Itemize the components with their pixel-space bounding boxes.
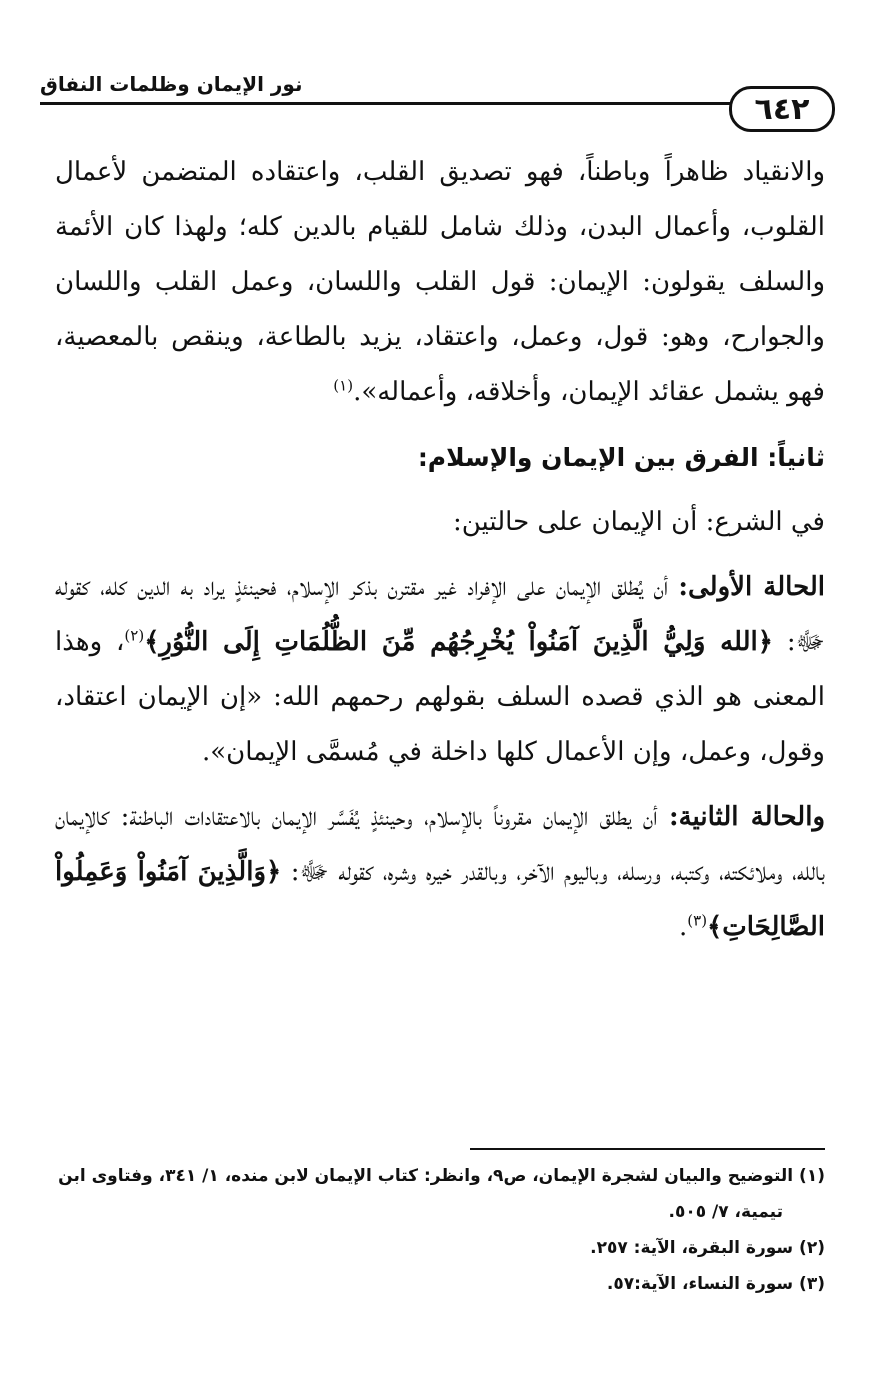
header-rule	[40, 102, 730, 105]
paragraph-1	[55, 145, 825, 420]
footnote-1-text: التوضيح والبيان لشجرة الإيمان، ص٩، وانظر: كتاب الإيمان لابن منده، ١/ ٣٤١، وفتاوى ابن	[58, 1166, 794, 1186]
case-1-label: الحالة الأولى:	[678, 572, 826, 602]
quran-verse-2: ﴿وَالَّذِينَ آمَنُواْ وَعَمِلُواْ الصَّالِحَاتِ﴾	[55, 857, 825, 942]
case-2-text-a: أن يطلق الإيمان مقروناً بالإسلام، وحينئذٍ يُفَسَّر الإيمان بالاعتقادات الباطنة: كالإيمان بالله، وملائكته، وكتبه، ورسله، وباليوم الآخر، وبالقدر خيره وشره، كقوله ﷻ:	[55, 802, 825, 887]
paragraph-1-text: والانقياد ظاهراً وباطناً، فهو تصديق القلب، واعتقاده المتضمن لأعمال القلوب، وأعمال البدن، وذلك شامل للقيام بالدين كله؛ ولهذا كان الأئمة والسلف يقولون: الإيمان: قول القلب واللسان، وعمل القلب واللسان والجوارح، وهو: قول، وعمل، واعتقاد، يزيد بالطاعة، وينقص بالمعصية، فهو يشمل عقائد الإيمان، وأخلاقه، وأعماله».	[55, 157, 825, 407]
case-1-text-b: ، وهذا المعنى هو الذي قصده السلف بقولهم رحمهم الله: «إن الإيمان اعتقاد، وقول، وعمل، وإن الأعمال كلها داخلة في مُسمَّى الإيمان».	[55, 627, 825, 767]
footnote-3-text: سورة النساء، الآية:٥٧.	[606, 1274, 794, 1294]
footnotes	[55, 1158, 825, 1302]
quran-verse-1: ﴿الله وَلِيُّ الَّذِينَ آمَنُواْ يُخْرِجُهُم مِّنَ الظُّلُمَاتِ إِلَى النُّوُرِ﴾	[144, 627, 773, 657]
page-number-badge	[729, 86, 835, 132]
footnote-1-continuation: تيمية، ٧/ ٥٠٥.	[668, 1202, 783, 1222]
footnote-ref-1: (١)	[333, 376, 354, 395]
footnote-rule	[470, 1148, 825, 1150]
page-number: ٦٤٢	[754, 91, 810, 127]
footnote-2-text: سورة البقرة، الآية: ٢٥٧.	[590, 1238, 794, 1258]
footnote-3-number: (٣)	[799, 1274, 825, 1294]
main-text	[55, 145, 825, 955]
footnote-2-number: (٢)	[799, 1238, 825, 1258]
shar-line: في الشرع: أن الإيمان على حالتين:	[453, 507, 825, 537]
footnote-1-number: (١)	[799, 1166, 825, 1186]
footnote-2	[55, 1230, 825, 1266]
case-2-end: .	[679, 912, 688, 942]
page-header	[40, 72, 845, 132]
footnote-ref-2: (٢)	[124, 626, 145, 645]
running-title: نور الإيمان وظلمات النفاق	[40, 72, 303, 96]
footnote-ref-3: (٣)	[687, 911, 708, 930]
case-2-paragraph	[55, 790, 825, 955]
case-2-label: والحالة الثانية:	[668, 802, 825, 832]
case-1-paragraph	[55, 560, 825, 780]
case-1-text-a: أن يُطلق الإيمان على الإفراد غير مقترن بذكر الإسلام، فحينئذٍ يراد به الدين كله، كقوله ﷻ:	[55, 572, 825, 657]
footnote-1	[55, 1158, 825, 1194]
section-heading: ثانياً: الفرق بين الإيمان والإسلام:	[417, 443, 825, 472]
footnote-3	[55, 1266, 825, 1302]
